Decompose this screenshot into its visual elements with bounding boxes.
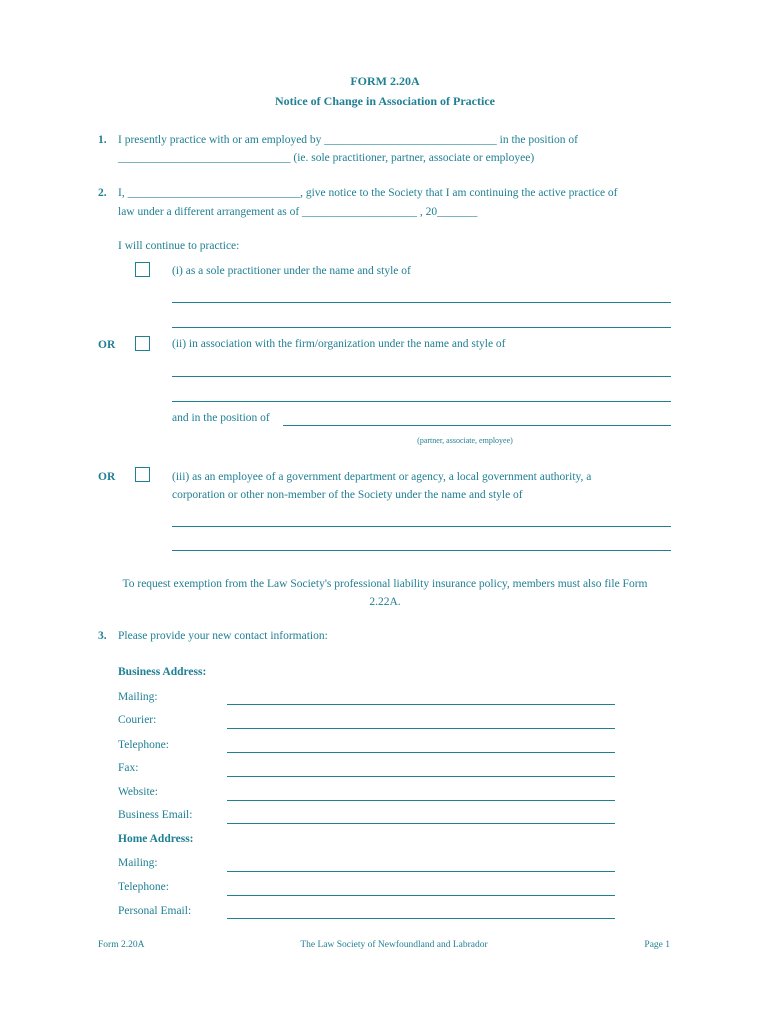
or-label-2: OR [98,471,116,483]
or-label-1: OR [98,339,116,351]
option-iii-line-a[interactable] [172,526,671,527]
business-fax-label: Fax: [118,762,139,774]
section-3-number: 3. [98,630,107,642]
section-2-line-2: law under a different arrangement as of ____________________ , 20_______ [118,206,478,218]
business-email-line[interactable] [227,823,615,824]
section-1-line-2: ______________________________ (ie. sole practitioner, partner, associate or employee) [118,152,535,164]
home-telephone-line[interactable] [227,895,615,896]
business-fax-line[interactable] [227,776,615,777]
business-telephone-line[interactable] [227,752,615,753]
home-address-heading: Home Address: [118,833,194,845]
personal-email-line[interactable] [227,918,615,919]
continue-label: I will continue to practice: [118,240,240,252]
exemption-line-2: 2.22A. [369,596,401,608]
option-iii-checkbox[interactable] [135,467,150,482]
section-1-line-1: I presently practice with or am employed by ______________________________ in the position of [118,134,578,146]
option-i-line-2[interactable] [172,327,671,328]
home-mailing-line[interactable] [227,871,615,872]
home-mailing-label: Mailing: [118,857,158,869]
business-courier-line[interactable] [227,728,615,729]
exemption-line-1: To request exemption from the Law Society's professional liability insurance policy, members must also file Form [122,578,648,590]
option-i-label: (i) as a sole practitioner under the name and style of [172,265,411,277]
option-ii-checkbox[interactable] [135,336,150,351]
footer-page-number: Page 1 [644,940,670,950]
form-title: Notice of Change in Association of Practice [275,94,495,108]
business-email-label: Business Email: [118,809,193,821]
business-website-line[interactable] [227,800,615,801]
position-line[interactable] [283,425,671,426]
position-hint: (partner, associate, employee) [417,436,513,445]
option-ii-line-2[interactable] [172,401,671,402]
section-1-number: 1. [98,134,107,146]
option-iii-line-1: (iii) as an employee of a government department or agency, a local government authority, a [172,471,592,483]
business-telephone-label: Telephone: [118,739,169,751]
home-telephone-label: Telephone: [118,881,169,893]
option-ii-line-1[interactable] [172,376,671,377]
option-iii-line-b[interactable] [172,550,671,551]
footer-form-number: Form 2.20A [98,940,145,950]
option-i-line-1[interactable] [172,302,671,303]
business-address-heading: Business Address: [118,666,207,678]
form-number: FORM 2.20A [350,74,420,88]
option-i-checkbox[interactable] [135,262,150,277]
option-iii-line-2: corporation or other non-member of the Society under the name and style of [172,489,523,501]
business-courier-label: Courier: [118,714,157,726]
footer-organization: The Law Society of Newfoundland and Labrador [300,940,488,950]
personal-email-label: Personal Email: [118,905,192,917]
section-3-intro: Please provide your new contact information: [118,630,328,642]
business-mailing-label: Mailing: [118,691,158,703]
business-mailing-line[interactable] [227,704,615,705]
section-2-line-1: I, ______________________________, give notice to the Society that I am continuing the active practice of [118,187,618,199]
business-website-label: Website: [118,786,158,798]
position-label: and in the position of [172,412,270,424]
section-2-number: 2. [98,187,107,199]
option-ii-label: (ii) in association with the firm/organization under the name and style of [172,338,506,350]
